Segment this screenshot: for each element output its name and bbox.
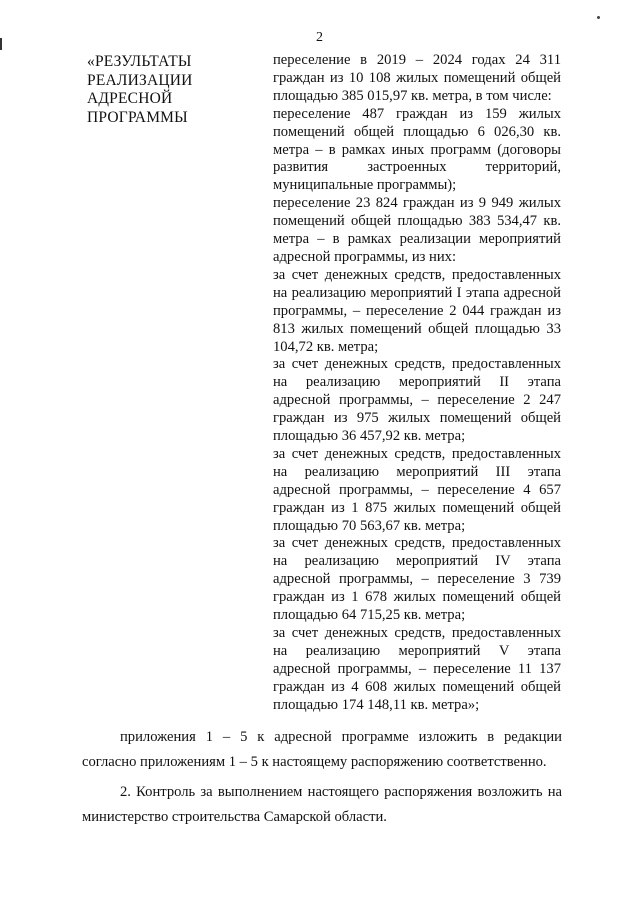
heading-line: РЕАЛИЗАЦИИ <box>87 71 193 89</box>
scan-speck <box>597 16 600 19</box>
results-paragraph: переселение 23 824 граждан из 9 949 жилых помещений общей площадью 383 534,47 кв. метра – в рамках реализации мероприятий адресной программы, из них: <box>273 195 561 265</box>
results-paragraph: за счет денежных средств, предоставленных на реализацию мероприятий II этапа адресной программы, – переселение 2 247 граждан из 975 жилых помещений общей площадью 36 457,92 кв. метра; <box>273 356 561 445</box>
results-paragraph: за счет денежных средств, предоставленных на реализацию мероприятий V этапа адресной программы, – переселение 11 137 граждан из 4 608 жилых помещений общей площадью 174 148,11 кв. метра»; <box>273 625 561 713</box>
section-heading <box>87 53 237 127</box>
heading-line: АДРЕСНОЙ <box>87 90 173 108</box>
results-text <box>273 52 561 715</box>
appendix-instruction <box>82 725 562 775</box>
results-paragraph: за счет денежных средств, предоставленных на реализацию мероприятий III этапа адресной программы, – переселение 4 657 граждан из 1 875 жилых помещений общей площадью 70 563,67 кв. метра; <box>273 445 561 534</box>
results-paragraph: переселение в 2019 – 2024 годах 24 311 граждан из 10 108 жилых помещений общей площадью 385 015,97 кв. метра, в том числе: <box>273 52 561 104</box>
results-paragraph: за счет денежных средств, предоставленных на реализацию мероприятий IV этапа адресной программы, – переселение 3 739 граждан из 1 678 жилых помещений общей площадью 64 715,25 кв. метра; <box>273 535 561 624</box>
heading-line: «РЕЗУЛЬТАТЫ <box>87 53 192 70</box>
control-paragraph: 2. Контроль за выполнением настоящего распоряжения возложить на министерство строительства Самарской области. <box>82 784 562 825</box>
heading-line: ПРОГРАММЫ <box>87 108 188 126</box>
results-paragraph: за счет денежных средств, предоставленных на реализацию мероприятий I этапа адресной программы, – переселение 2 044 граждан из 813 жилых помещений общей площадью 33 104,72 кв. метра; <box>273 266 561 355</box>
page-number: 2 <box>316 30 323 45</box>
appendix-paragraph: приложения 1 – 5 к адресной программе изложить в редакции согласно приложениям 1 – 5 к настоящему распоряжению соответственно. <box>82 729 562 770</box>
control-clause <box>82 780 562 830</box>
results-paragraph: переселение 487 граждан из 159 жилых помещений общей площадью 6 026,30 кв. метра – в рамках иных программ (договоры развития застроенных территорий, муниципальные программы); <box>273 105 561 194</box>
